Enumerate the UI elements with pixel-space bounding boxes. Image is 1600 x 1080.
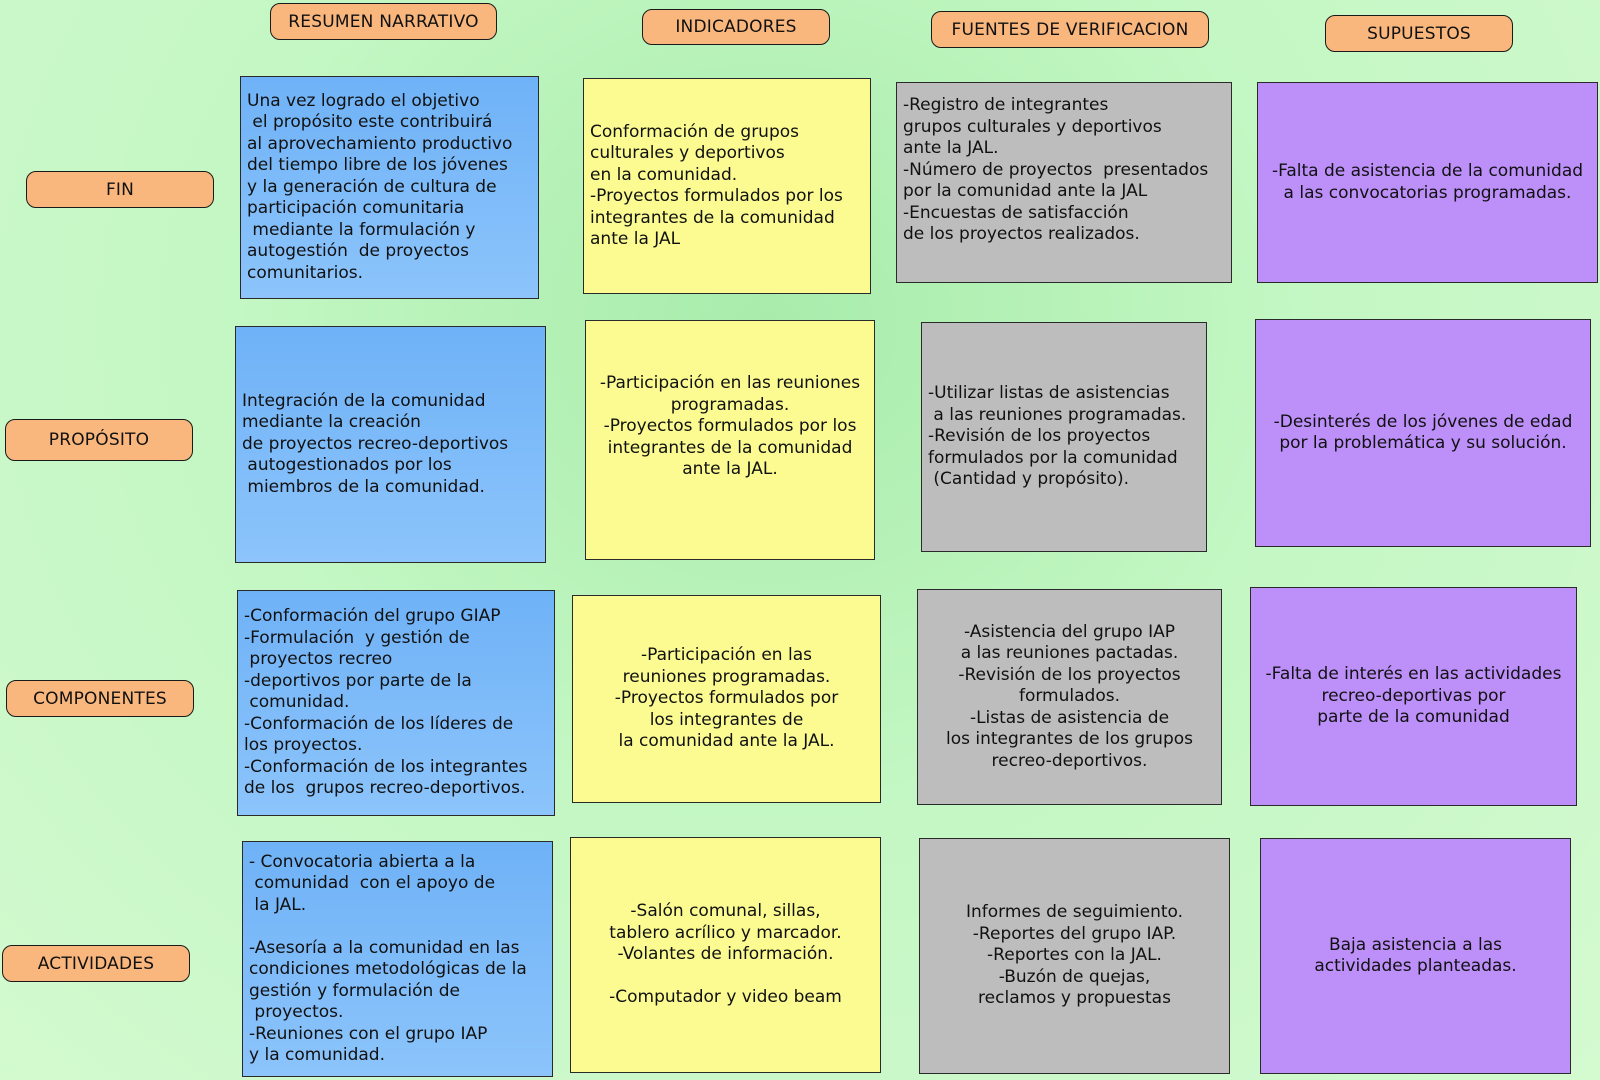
header-indicadores: INDICADORES <box>642 9 830 45</box>
box-text-line: los proyectos. <box>244 735 363 756</box>
box-text-line: -Proyectos formulados por los <box>603 416 857 436</box>
box-text-line: mediante la creación <box>242 412 421 433</box>
box-text-line: Conformación de grupos <box>590 121 800 142</box>
box-text-line: comunitarios. <box>247 262 364 283</box>
box-text-line: y la generación de cultura de <box>247 176 497 197</box>
box-text-line: (Cantidad y propósito). <box>928 469 1130 490</box>
box-text-line: -Buzón de quejas, <box>998 966 1151 987</box>
proposito-indicadores-box <box>585 320 875 560</box>
box-text-line: reclamos y propuestas <box>978 988 1171 1009</box>
proposito-resumen-box <box>235 326 546 563</box>
box-text-line: a las convocatorias programadas. <box>1283 182 1572 203</box>
box-text-line: formulados por la comunidad <box>928 447 1178 468</box>
box-text-line: -Falta de interés en las actividades <box>1265 664 1562 685</box>
box-text-line: culturales y deportivos <box>590 143 785 163</box>
box-text-line: actividades planteadas. <box>1314 956 1517 976</box>
box-text-line: a las reuniones programadas. <box>928 404 1187 425</box>
box-text-line: participación comunitaria <box>247 198 465 219</box>
header-supuestos: SUPUESTOS <box>1325 15 1513 52</box>
box-text-line: y la comunidad. <box>249 1045 385 1065</box>
row-label-fin: FIN <box>26 171 214 208</box>
fin-supuestos-box <box>1257 82 1598 283</box>
box-text-line: condiciones metodológicas de la <box>249 959 527 979</box>
actividades-resumen-box <box>242 841 553 1077</box>
box-text-line: -Conformación de los integrantes <box>244 756 528 777</box>
box-text-line: -Participación en las <box>641 645 812 666</box>
box-text-line: -Proyectos formulados por los <box>590 186 843 206</box>
box-text-line: proyectos. <box>249 1002 344 1022</box>
box-text-line: de proyectos recreo-deportivos <box>242 433 509 454</box>
box-text-line: programadas. <box>670 394 790 415</box>
box-text-line: ante la JAL. <box>682 459 778 479</box>
box-text-line: -Revisión de los proyectos <box>928 426 1151 447</box>
box-text-line: -Volantes de información. <box>617 944 834 965</box>
box-text-line: formulados. <box>1018 686 1120 707</box>
box-text-line: a las reuniones pactadas. <box>960 643 1179 664</box>
box-text-line: -Registro de integrantes <box>903 95 1109 115</box>
box-text-line: -Número de proyectos presentados <box>903 159 1209 180</box>
box-text-line: -Reuniones con el grupo IAP <box>249 1023 488 1044</box>
box-text-line: Integración de la comunidad <box>242 390 486 411</box>
box-text-line: de los proyectos realizados. <box>903 224 1140 244</box>
box-text-line: -Conformación de los líderes de <box>244 713 514 734</box>
componentes-indicadores-box <box>572 595 881 803</box>
box-text-line: miembros de la comunidad. <box>242 476 485 497</box>
box-text-line: autogestión de proyectos <box>247 241 469 262</box>
box-text-line: -Conformación del grupo GIAP <box>244 606 501 627</box>
box-text-line: -Proyectos formulados por <box>614 688 839 709</box>
box-text-line: por la problemática y su solución. <box>1279 433 1567 453</box>
box-text-line: ante la JAL <box>590 229 681 249</box>
box-text-line: al aprovechamiento productivo <box>247 133 513 154</box>
box-text-line <box>249 916 546 938</box>
proposito-supuestos-box <box>1255 319 1591 547</box>
box-text-line: en la comunidad. <box>590 164 738 185</box>
box-text-line: los integrantes de <box>649 709 804 730</box>
row-label-proposito: PROPÓSITO <box>5 419 193 461</box>
fin-fuentes-box <box>896 82 1232 283</box>
box-text-line: del tiempo libre de los jóvenes <box>247 155 508 176</box>
row-label-componentes: COMPONENTES <box>6 680 194 717</box>
box-text-line: tablero acrílico y marcador. <box>609 922 842 943</box>
box-text-line: Baja asistencia a las <box>1328 934 1503 955</box>
actividades-indicadores-box <box>570 837 881 1073</box>
header-resumen-narrativo: RESUMEN NARRATIVO <box>270 3 497 40</box>
box-text-line: -Revisión de los proyectos <box>958 664 1181 685</box>
box-text-line: -Desinterés de los jóvenes de edad <box>1273 411 1573 432</box>
box-text-line: -deportivos por parte de la <box>244 670 472 691</box>
box-text-line: autogestionados por los <box>242 455 452 476</box>
box-text-line: comunidad. <box>244 692 350 713</box>
box-text-line: -Reportes con la JAL. <box>987 945 1162 966</box>
box-text-line: -Asesoría a la comunidad en las <box>249 937 520 958</box>
box-text-line: de los grupos recreo-deportivos. <box>244 778 526 799</box>
box-text-line: mediante la formulación y <box>247 219 476 240</box>
componentes-resumen-box <box>237 590 555 816</box>
box-text-line: por la comunidad ante la JAL <box>903 181 1148 201</box>
box-text-line: - Convocatoria abierta a la <box>249 851 476 872</box>
box-text-line: Una vez logrado el objetivo <box>247 90 480 111</box>
box-text-line: integrantes de la comunidad <box>590 207 835 228</box>
box-text-line: parte de la comunidad <box>1317 707 1510 728</box>
box-text-line: -Listas de asistencia de <box>969 707 1170 728</box>
box-text-line: los integrantes de los grupos <box>945 729 1193 750</box>
box-text-line: -Formulación y gestión de <box>244 627 470 648</box>
box-text-line: -Falta de asistencia de la comunidad <box>1271 161 1584 181</box>
box-text-line: recreo-deportivas por <box>1321 685 1506 706</box>
row-label-actividades: ACTIVIDADES <box>2 945 190 982</box>
box-text-line: -Reportes del grupo IAP. <box>972 923 1177 944</box>
fin-indicadores-box <box>583 78 871 294</box>
box-text-line: -Salón comunal, sillas, <box>630 901 821 922</box>
box-text-line: reuniones programadas. <box>622 666 831 687</box>
box-text-line: -Encuestas de satisfacción <box>903 202 1129 223</box>
componentes-supuestos-box <box>1250 587 1577 806</box>
box-text-line: -Participación en las reuniones <box>599 373 861 393</box>
box-text-line: -Asistencia del grupo IAP <box>963 621 1176 642</box>
box-text-line: -Computador y video beam <box>609 987 842 1008</box>
box-text-line: comunidad con el apoyo de <box>249 873 496 893</box>
actividades-supuestos-box <box>1260 838 1571 1074</box>
box-text-line: el propósito este contribuirá <box>247 112 493 133</box>
actividades-fuentes-box <box>919 838 1230 1074</box>
box-text-line: -Utilizar listas de asistencias <box>928 383 1170 404</box>
fin-resumen-box <box>240 76 539 299</box>
componentes-fuentes-box <box>917 589 1222 805</box>
proposito-fuentes-box <box>921 322 1207 552</box>
box-text-line: proyectos recreo <box>244 649 393 670</box>
header-fuentes-de-verificacion: FUENTES DE VERIFICACION <box>931 11 1209 48</box>
box-text-line <box>577 966 874 988</box>
box-text-line: la comunidad ante la JAL. <box>618 731 835 752</box>
box-text-line: la JAL. <box>249 894 307 915</box>
box-text-line: recreo-deportivos. <box>991 750 1148 771</box>
box-text-line: grupos culturales y deportivos <box>903 116 1162 137</box>
box-text-line: gestión y formulación de <box>249 980 460 1001</box>
box-text-line: ante la JAL. <box>903 138 999 158</box>
box-text-line: integrantes de la comunidad <box>607 437 853 458</box>
box-text-line: Informes de seguimiento. <box>965 902 1184 923</box>
